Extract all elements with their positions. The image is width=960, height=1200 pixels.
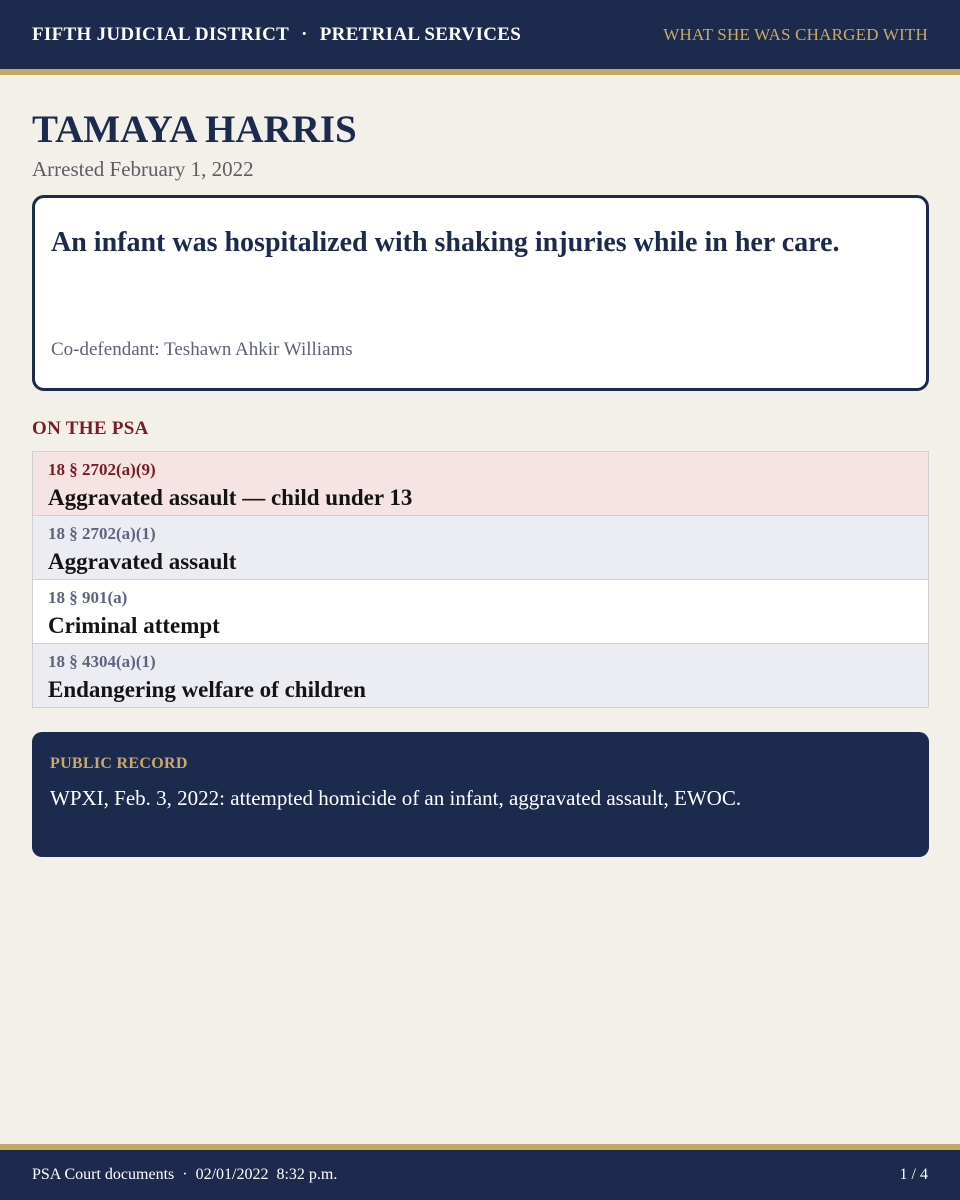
footer-timestamp: 02/01/2022 8:32 p.m.	[195, 1166, 338, 1183]
service-name: PRETRIAL SERVICES	[319, 23, 522, 45]
charge-code: 18 § 2702(a)(1)	[48, 524, 156, 543]
page-header	[0, 0, 960, 69]
charges-section-label: ON THE PSA	[32, 418, 149, 439]
charge-title: Aggravated assault	[48, 549, 237, 574]
charge-row	[33, 452, 928, 516]
charge-code: 18 § 901(a)	[48, 588, 128, 607]
district-name: FIFTH JUDICIAL DISTRICT	[32, 23, 290, 45]
public-record-text: WPXI, Feb. 3, 2022: attempted homicide of an infant, aggravated assault, EWOC.	[50, 786, 742, 810]
footer-source: PSA Court documents	[32, 1166, 175, 1183]
charge-code: 18 § 2702(a)(9)	[48, 460, 156, 479]
charge-row	[33, 516, 928, 580]
charge-code: 18 § 4304(a)(1)	[48, 652, 156, 671]
section-title: WHAT SHE WAS CHARGED WITH	[663, 24, 928, 44]
summary-headline: An infant was hospitalized with shaking injuries while in her care.	[51, 227, 840, 258]
charges-list	[32, 451, 929, 708]
charge-row	[33, 580, 928, 644]
charge-title: Endangering welfare of children	[48, 677, 366, 702]
charge-row	[33, 644, 928, 707]
page-footer	[0, 1150, 960, 1200]
arrest-date: Arrested February 1, 2022	[32, 157, 254, 181]
charge-title: Criminal attempt	[48, 613, 220, 638]
summary-card	[32, 195, 929, 391]
header-divider	[0, 69, 960, 75]
page-indicator: 1 / 4	[899, 1166, 928, 1183]
public-record-label: PUBLIC RECORD	[50, 755, 188, 772]
defendant-name: TAMAYA HARRIS	[32, 108, 357, 151]
public-record-card	[32, 732, 929, 857]
footer-meta	[32, 1166, 337, 1184]
footer-separator: ·	[182, 1166, 188, 1183]
header-org	[32, 24, 521, 46]
codefendant-note: Co-defendant: Teshawn Ahkir Williams	[51, 339, 353, 360]
header-separator: ·	[301, 23, 308, 45]
charge-title: Aggravated assault — child under 13	[48, 485, 413, 510]
